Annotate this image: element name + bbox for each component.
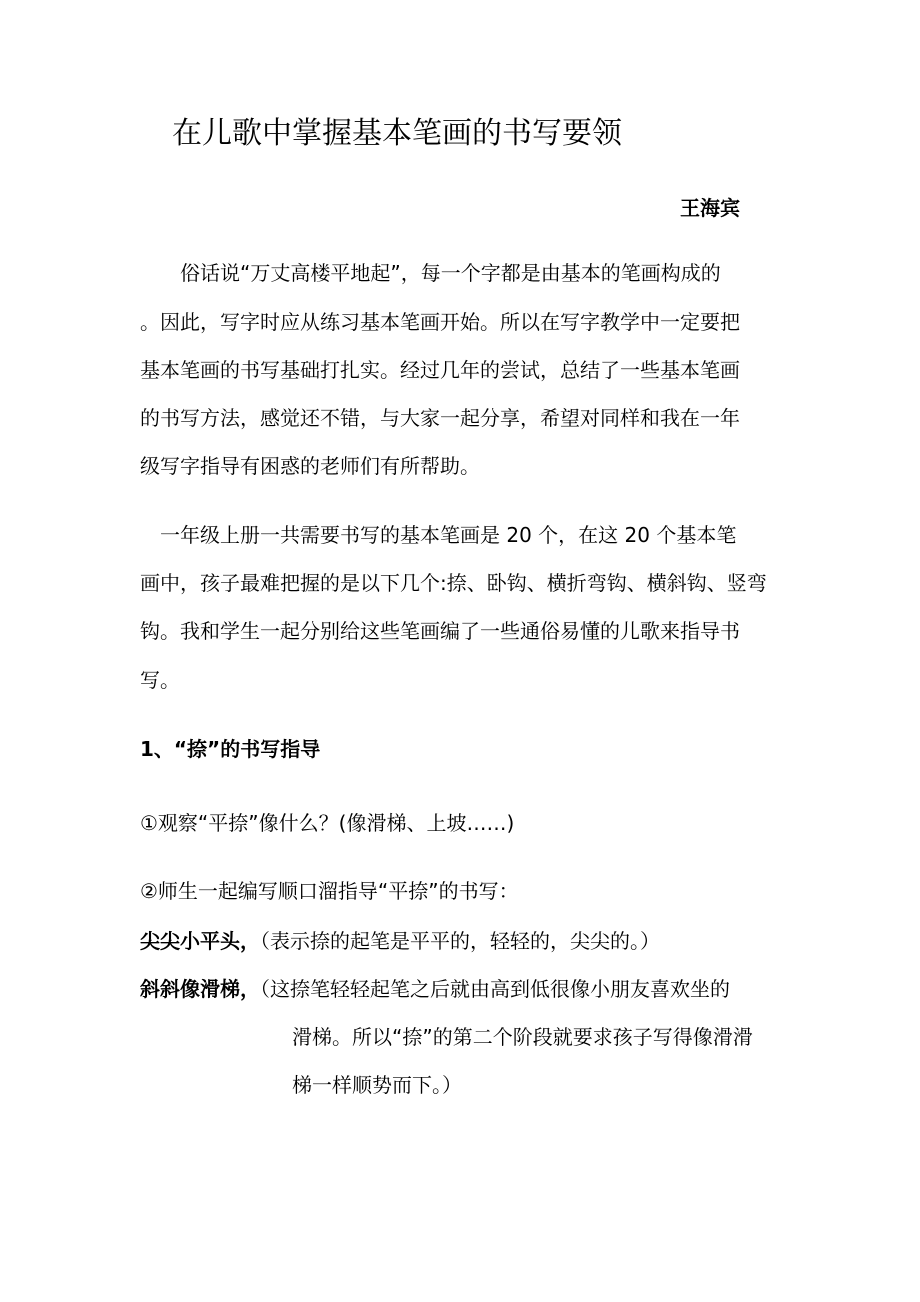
text-line: 俗话说“万丈高楼平地起”，每一个字都是由基本的笔画构成的 <box>140 261 721 285</box>
text-line: 的书写方法，感觉还不错，与大家一起分享，希望对同样和我在一年 <box>140 406 740 430</box>
verse-note-cont: 滑梯。所以“捺”的第二个阶段就要求孩子写得像滑滑 <box>292 1025 753 1049</box>
step-1: ①观察“平捺”像什么？(像滑梯、上坡……) <box>140 811 515 835</box>
text-line: 基本笔画的书写基础打扎实。经过几年的尝试，总结了一些基本笔画 <box>140 358 740 382</box>
verse-line-2 <box>140 977 730 1001</box>
document-title: 在儿歌中掌握基本笔画的书写要领 <box>172 116 622 151</box>
author-name: 王海宾 <box>680 196 740 220</box>
text-line: 一年级上册一共需要书写的基本笔画是 20 个，在这 20 个基本笔 <box>140 523 737 547</box>
text-line: 级写字指导有困惑的老师们有所帮助。 <box>140 454 480 478</box>
verse-text: 尖尖小平头， <box>140 929 260 953</box>
section-heading: 1、“捺”的书写指导 <box>140 737 321 761</box>
text-line: 钩。我和学生一起分别给这些笔画编了一些通俗易懂的儿歌来指导书 <box>140 619 740 643</box>
verse-text: 斜斜像滑梯， <box>140 977 260 1001</box>
verse-line-1 <box>140 929 660 953</box>
verse-note: （表示捺的起笔是平平的，轻轻的，尖尖的。） <box>260 929 660 953</box>
verse-note: （这捺笔轻轻起笔之后就由高到低很像小朋友喜欢坐的 <box>260 977 730 1001</box>
step-2: ②师生一起编写顺口溜指导“平捺”的书写： <box>140 879 519 903</box>
text-line: 画中，孩子最难把握的是以下几个:捺、卧钩、横折弯钩、横斜钩、竖弯 <box>140 571 767 595</box>
text-line: 。因此，写字时应从练习基本笔画开始。所以在写字教学中一定要把 <box>140 310 740 334</box>
verse-note-cont: 梯一样顺势而下。） <box>292 1073 462 1097</box>
text-line: 写。 <box>140 668 180 692</box>
